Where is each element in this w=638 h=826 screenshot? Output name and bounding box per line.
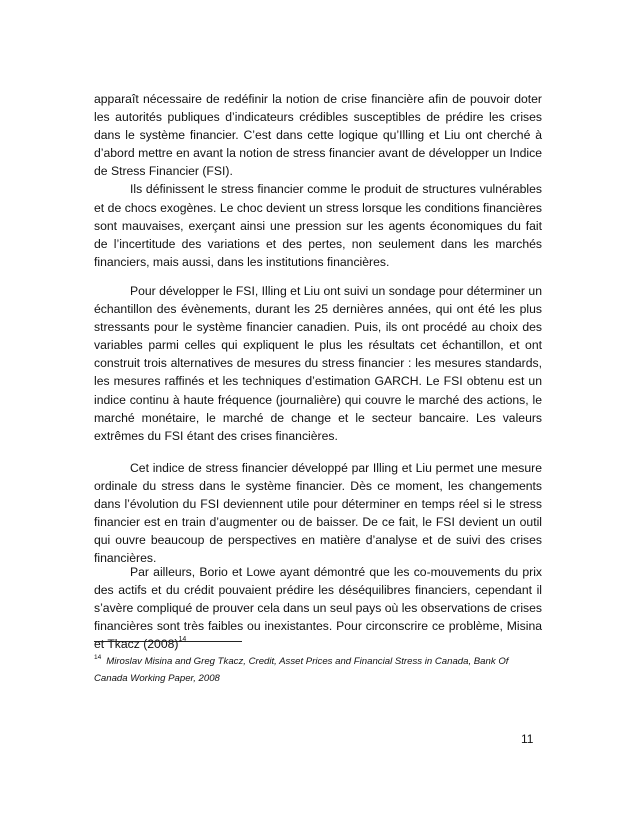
footnote-reference[interactable]: 14 [178, 636, 187, 644]
paragraph-borio-lowe-text: Par ailleurs, Borio et Lowe ayant démontré que les co-mouvements du prix des actifs et du crédit pouvaient prédire les déséquilibres financiers, cependant il s’avère compliqué de prouver cela dans un seul pays où les observations de crises financières sont très faibles ou inexistantes. Pour circonscrire ce problème, Misina et Tkacz (2008) [94, 565, 542, 652]
paragraph-fsi-usage: Cet indice de stress financier développé par Illing et Liu permet une mesure ordinale du stress dans le système financier. Dès ce moment, les changements dans l’évolution du FSI deviennent utile pour déterminer en temps réel si le stress financier est en train d’augmenter ou de baisser. De ce fait, le FSI devient un outil qui ouvre beaucoup de perspectives en matière d’analyse et de suivi des crises financières. [94, 461, 542, 566]
footnote [94, 650, 542, 687]
footnote-marker: 14 [94, 654, 102, 661]
paragraph-continuation: apparaît nécessaire de redéfinir la notion de crise financière afin de pouvoir doter les autorités publiques d’indicateurs crédibles susceptibles de prédire les crises dans le système financier. C’est dans cette logique qu’Illing et Liu ont cherché à d’abord mettre en avant la notion de stress financier avant de développer un Indice de Stress Financier (FSI). [94, 92, 542, 179]
paragraph-stress-definition: Ils définissent le stress financier comme le produit de structures vulnérables et de chocs exogènes. Le choc devient un stress lorsque les conditions financières sont mauvaises, exerçant ainsi une pression sur les agents économiques du fait de l’incertitude des variations et des pertes, non seulement dans les marchés financiers, mais aussi, dans les institutions financières. [94, 182, 542, 269]
body-text-fsi-development [94, 282, 542, 445]
body-text-fsi-usage [94, 459, 542, 568]
page-number: 11 [521, 732, 534, 746]
paragraph-borio-lowe [94, 563, 542, 653]
body-text [94, 90, 542, 271]
paragraph-fsi-development: Pour développer le FSI, Illing et Liu ont suivi un sondage pour déterminer un échantillon des évènements, durant les 25 dernières années, qui ont été les plus stressants pour le système financier canadien. Puis, ils ont procédé au choix des variables parmi celles qui expliquent le plus les résultats cet échantillon, et ont construit trois alternatives de mesures du stress financier : les mesures standards, les mesures raffinés et les techniques d’estimation GARCH. Le FSI obtenu est un indice continu à haute fréquence (journalière) qui couvre le marché des actions, le marché monétaire, le marché de change et le secteur bancaire. Les valeurs extrêmes du FSI étant des crises financières. [94, 284, 542, 443]
body-text-borio-lowe [94, 563, 542, 653]
footnote-text: Miroslav Misina and Greg Tkacz, Credit, Asset Prices and Financial Stress in Canada, Bank Of Canada Working Paper, 2008 [94, 656, 509, 684]
footnote-separator [94, 641, 242, 642]
